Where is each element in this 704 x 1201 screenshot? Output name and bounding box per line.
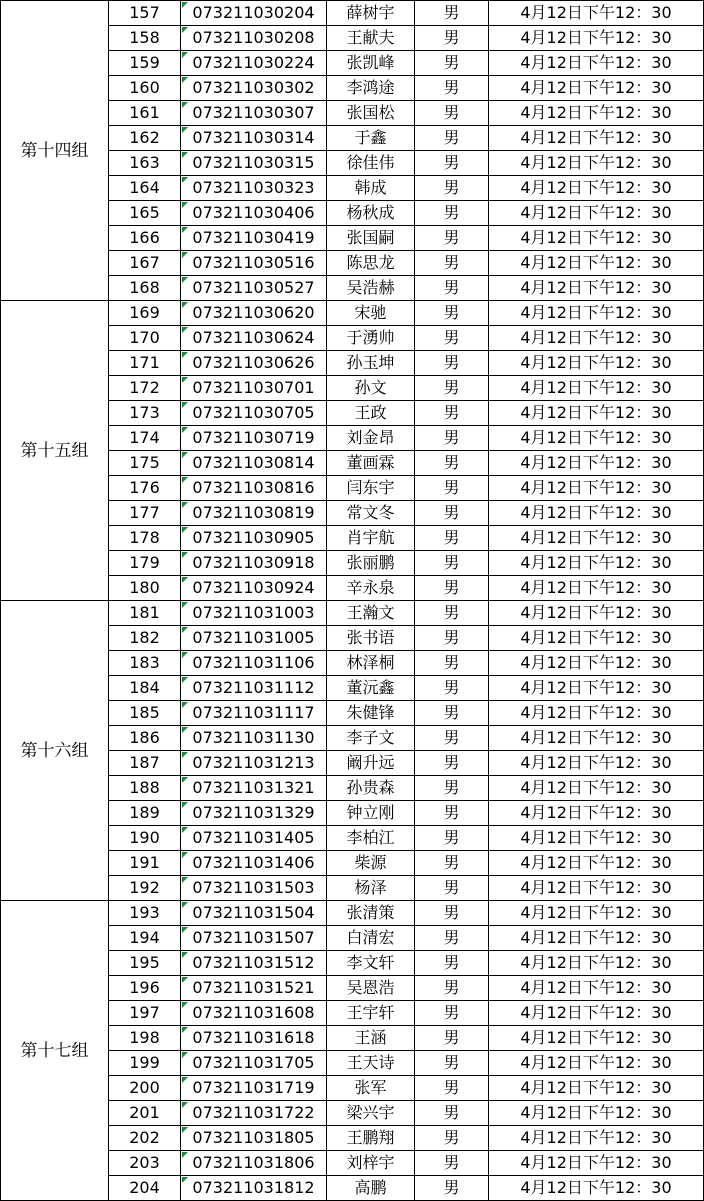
student-name-cell: 梁兴宇	[327, 1101, 415, 1126]
student-id-cell: 073211030701	[181, 376, 327, 401]
student-name-cell: 王瀚文	[327, 601, 415, 626]
student-name-cell: 徐佳伟	[327, 151, 415, 176]
student-id-cell: 073211031812	[181, 1176, 327, 1201]
student-name-cell: 杨泽	[327, 876, 415, 901]
student-name-cell: 高鹏	[327, 1176, 415, 1201]
student-id-cell: 073211031406	[181, 851, 327, 876]
student-name-cell: 陈思龙	[327, 251, 415, 276]
student-id-cell: 073211030819	[181, 501, 327, 526]
table-row	[1, 901, 704, 926]
student-id-cell: 073211031405	[181, 826, 327, 851]
row-number-cell: 195	[109, 951, 181, 976]
student-name-cell: 张清策	[327, 901, 415, 926]
student-id-cell: 073211031106	[181, 651, 327, 676]
time-cell: 4月12日下午12：30	[489, 576, 704, 601]
gender-cell: 男	[415, 126, 489, 151]
row-number-cell: 170	[109, 326, 181, 351]
student-name-cell: 王政	[327, 401, 415, 426]
gender-cell: 男	[415, 1151, 489, 1176]
time-cell: 4月12日下午12：30	[489, 1101, 704, 1126]
gender-cell: 男	[415, 251, 489, 276]
time-cell: 4月12日下午12：30	[489, 1001, 704, 1026]
student-id-cell: 073211030314	[181, 126, 327, 151]
gender-cell: 男	[415, 1001, 489, 1026]
student-id-cell: 073211031117	[181, 701, 327, 726]
gender-cell: 男	[415, 1026, 489, 1051]
gender-cell: 男	[415, 176, 489, 201]
time-cell: 4月12日下午12：30	[489, 476, 704, 501]
row-number-cell: 198	[109, 1026, 181, 1051]
group-name-cell: 第十六组	[1, 601, 109, 901]
time-cell: 4月12日下午12：30	[489, 276, 704, 301]
row-number-cell: 187	[109, 751, 181, 776]
student-id-cell: 073211030406	[181, 201, 327, 226]
student-id-cell: 073211031806	[181, 1151, 327, 1176]
row-number-cell: 184	[109, 676, 181, 701]
time-cell: 4月12日下午12：30	[489, 626, 704, 651]
student-id-cell: 073211030626	[181, 351, 327, 376]
student-name-cell: 宋驰	[327, 301, 415, 326]
student-id-cell: 073211030224	[181, 51, 327, 76]
row-number-cell: 158	[109, 26, 181, 51]
gender-cell: 男	[415, 151, 489, 176]
student-name-cell: 李柏江	[327, 826, 415, 851]
time-cell: 4月12日下午12：30	[489, 1026, 704, 1051]
student-id-cell: 073211030307	[181, 101, 327, 126]
student-name-cell: 孙文	[327, 376, 415, 401]
student-name-cell: 杨秋成	[327, 201, 415, 226]
row-number-cell: 189	[109, 801, 181, 826]
gender-cell: 男	[415, 801, 489, 826]
gender-cell: 男	[415, 726, 489, 751]
time-cell: 4月12日下午12：30	[489, 976, 704, 1001]
student-name-cell: 王宇轩	[327, 1001, 415, 1026]
row-number-cell: 190	[109, 826, 181, 851]
student-id-cell: 073211031503	[181, 876, 327, 901]
row-number-cell: 193	[109, 901, 181, 926]
time-cell: 4月12日下午12：30	[489, 301, 704, 326]
gender-cell: 男	[415, 951, 489, 976]
gender-cell: 男	[415, 751, 489, 776]
time-cell: 4月12日下午12：30	[489, 901, 704, 926]
student-name-cell: 李文轩	[327, 951, 415, 976]
time-cell: 4月12日下午12：30	[489, 1076, 704, 1101]
time-cell: 4月12日下午12：30	[489, 926, 704, 951]
student-name-cell: 吴浩赫	[327, 276, 415, 301]
row-number-cell: 179	[109, 551, 181, 576]
time-cell: 4月12日下午12：30	[489, 776, 704, 801]
student-name-cell: 钟立刚	[327, 801, 415, 826]
gender-cell: 男	[415, 601, 489, 626]
time-cell: 4月12日下午12：30	[489, 201, 704, 226]
row-number-cell: 169	[109, 301, 181, 326]
time-cell: 4月12日下午12：30	[489, 426, 704, 451]
group-name-cell: 第十五组	[1, 301, 109, 601]
student-id-cell: 073211031130	[181, 726, 327, 751]
time-cell: 4月12日下午12：30	[489, 351, 704, 376]
row-number-cell: 160	[109, 76, 181, 101]
gender-cell: 男	[415, 476, 489, 501]
row-number-cell: 157	[109, 1, 181, 26]
student-name-cell: 于湧帅	[327, 326, 415, 351]
student-id-cell: 073211031805	[181, 1126, 327, 1151]
student-id-cell: 073211030323	[181, 176, 327, 201]
student-name-cell: 于鑫	[327, 126, 415, 151]
group-name-cell: 第十七组	[1, 901, 109, 1201]
row-number-cell: 192	[109, 876, 181, 901]
row-number-cell: 162	[109, 126, 181, 151]
gender-cell: 男	[415, 526, 489, 551]
gender-cell: 男	[415, 576, 489, 601]
row-number-cell: 185	[109, 701, 181, 726]
gender-cell: 男	[415, 1, 489, 26]
row-number-cell: 173	[109, 401, 181, 426]
student-name-cell: 王天诗	[327, 1051, 415, 1076]
gender-cell: 男	[415, 876, 489, 901]
time-cell: 4月12日下午12：30	[489, 376, 704, 401]
row-number-cell: 171	[109, 351, 181, 376]
gender-cell: 男	[415, 276, 489, 301]
time-cell: 4月12日下午12：30	[489, 1176, 704, 1201]
row-number-cell: 181	[109, 601, 181, 626]
time-cell: 4月12日下午12：30	[489, 751, 704, 776]
row-number-cell: 176	[109, 476, 181, 501]
student-name-cell: 李鸿途	[327, 76, 415, 101]
row-number-cell: 174	[109, 426, 181, 451]
row-number-cell: 183	[109, 651, 181, 676]
student-id-cell: 073211030624	[181, 326, 327, 351]
student-name-cell: 李子文	[327, 726, 415, 751]
gender-cell: 男	[415, 51, 489, 76]
student-name-cell: 张国松	[327, 101, 415, 126]
gender-cell: 男	[415, 901, 489, 926]
student-id-cell: 073211030905	[181, 526, 327, 551]
student-id-cell: 073211030516	[181, 251, 327, 276]
student-name-cell: 孙玉坤	[327, 351, 415, 376]
student-id-cell: 073211031722	[181, 1101, 327, 1126]
row-number-cell: 199	[109, 1051, 181, 1076]
student-name-cell: 刘金昂	[327, 426, 415, 451]
gender-cell: 男	[415, 376, 489, 401]
time-cell: 4月12日下午12：30	[489, 251, 704, 276]
row-number-cell: 159	[109, 51, 181, 76]
student-id-cell: 073211030315	[181, 151, 327, 176]
student-name-cell: 张丽鹏	[327, 551, 415, 576]
time-cell: 4月12日下午12：30	[489, 601, 704, 626]
student-name-cell: 董沅鑫	[327, 676, 415, 701]
time-cell: 4月12日下午12：30	[489, 651, 704, 676]
time-cell: 4月12日下午12：30	[489, 726, 704, 751]
time-cell: 4月12日下午12：30	[489, 176, 704, 201]
row-number-cell: 186	[109, 726, 181, 751]
student-name-cell: 王献夫	[327, 26, 415, 51]
student-id-cell: 073211030204	[181, 1, 327, 26]
student-id-cell: 073211031618	[181, 1026, 327, 1051]
row-number-cell: 202	[109, 1126, 181, 1151]
time-cell: 4月12日下午12：30	[489, 876, 704, 901]
student-name-cell: 闫东宇	[327, 476, 415, 501]
gender-cell: 男	[415, 1176, 489, 1201]
gender-cell: 男	[415, 26, 489, 51]
student-id-cell: 073211031213	[181, 751, 327, 776]
student-name-cell: 韩成	[327, 176, 415, 201]
student-name-cell: 林泽桐	[327, 651, 415, 676]
student-name-cell: 阚升远	[327, 751, 415, 776]
time-cell: 4月12日下午12：30	[489, 701, 704, 726]
row-number-cell: 201	[109, 1101, 181, 1126]
student-name-cell: 孙贵森	[327, 776, 415, 801]
student-name-cell: 朱健锋	[327, 701, 415, 726]
gender-cell: 男	[415, 676, 489, 701]
row-number-cell: 203	[109, 1151, 181, 1176]
time-cell: 4月12日下午12：30	[489, 126, 704, 151]
student-id-cell: 073211031512	[181, 951, 327, 976]
student-name-cell: 董画霖	[327, 451, 415, 476]
time-cell: 4月12日下午12：30	[489, 326, 704, 351]
student-name-cell: 张书语	[327, 626, 415, 651]
student-id-cell: 073211031003	[181, 601, 327, 626]
gender-cell: 男	[415, 101, 489, 126]
time-cell: 4月12日下午12：30	[489, 851, 704, 876]
time-cell: 4月12日下午12：30	[489, 551, 704, 576]
student-id-cell: 073211030527	[181, 276, 327, 301]
group-name-cell: 第十四组	[1, 1, 109, 301]
student-name-cell: 吴恩浩	[327, 976, 415, 1001]
time-cell: 4月12日下午12：30	[489, 501, 704, 526]
student-name-cell: 薛树宇	[327, 1, 415, 26]
student-id-cell: 073211030620	[181, 301, 327, 326]
time-cell: 4月12日下午12：30	[489, 951, 704, 976]
row-number-cell: 165	[109, 201, 181, 226]
time-cell: 4月12日下午12：30	[489, 1151, 704, 1176]
student-name-cell: 白清宏	[327, 926, 415, 951]
gender-cell: 男	[415, 826, 489, 851]
gender-cell: 男	[415, 1051, 489, 1076]
row-number-cell: 177	[109, 501, 181, 526]
row-number-cell: 163	[109, 151, 181, 176]
row-number-cell: 161	[109, 101, 181, 126]
time-cell: 4月12日下午12：30	[489, 401, 704, 426]
row-number-cell: 180	[109, 576, 181, 601]
time-cell: 4月12日下午12：30	[489, 151, 704, 176]
table-row	[1, 1, 704, 26]
student-name-cell: 张军	[327, 1076, 415, 1101]
row-number-cell: 164	[109, 176, 181, 201]
student-id-cell: 073211031321	[181, 776, 327, 801]
student-id-cell: 073211031705	[181, 1051, 327, 1076]
gender-cell: 男	[415, 326, 489, 351]
student-id-cell: 073211031719	[181, 1076, 327, 1101]
student-id-cell: 073211031521	[181, 976, 327, 1001]
gender-cell: 男	[415, 201, 489, 226]
gender-cell: 男	[415, 426, 489, 451]
student-id-cell: 073211031329	[181, 801, 327, 826]
gender-cell: 男	[415, 1126, 489, 1151]
time-cell: 4月12日下午12：30	[489, 1051, 704, 1076]
gender-cell: 男	[415, 1101, 489, 1126]
time-cell: 4月12日下午12：30	[489, 451, 704, 476]
row-number-cell: 166	[109, 226, 181, 251]
time-cell: 4月12日下午12：30	[489, 76, 704, 101]
roster-body	[1, 1, 704, 1201]
gender-cell: 男	[415, 626, 489, 651]
row-number-cell: 182	[109, 626, 181, 651]
student-id-cell: 073211030705	[181, 401, 327, 426]
time-cell: 4月12日下午12：30	[489, 26, 704, 51]
gender-cell: 男	[415, 76, 489, 101]
gender-cell: 男	[415, 301, 489, 326]
student-name-cell: 刘梓宇	[327, 1151, 415, 1176]
student-id-cell: 073211030918	[181, 551, 327, 576]
gender-cell: 男	[415, 851, 489, 876]
table-row	[1, 601, 704, 626]
gender-cell: 男	[415, 401, 489, 426]
row-number-cell: 167	[109, 251, 181, 276]
time-cell: 4月12日下午12：30	[489, 1, 704, 26]
row-number-cell: 196	[109, 976, 181, 1001]
student-id-cell: 073211030302	[181, 76, 327, 101]
gender-cell: 男	[415, 451, 489, 476]
gender-cell: 男	[415, 1076, 489, 1101]
gender-cell: 男	[415, 351, 489, 376]
gender-cell: 男	[415, 551, 489, 576]
row-number-cell: 191	[109, 851, 181, 876]
student-id-cell: 073211031005	[181, 626, 327, 651]
time-cell: 4月12日下午12：30	[489, 101, 704, 126]
gender-cell: 男	[415, 501, 489, 526]
student-id-cell: 073211030208	[181, 26, 327, 51]
student-id-cell: 073211031608	[181, 1001, 327, 1026]
time-cell: 4月12日下午12：30	[489, 826, 704, 851]
row-number-cell: 168	[109, 276, 181, 301]
student-name-cell: 张凯峰	[327, 51, 415, 76]
student-id-cell: 073211030816	[181, 476, 327, 501]
student-id-cell: 073211030924	[181, 576, 327, 601]
row-number-cell: 175	[109, 451, 181, 476]
row-number-cell: 200	[109, 1076, 181, 1101]
row-number-cell: 172	[109, 376, 181, 401]
row-number-cell: 178	[109, 526, 181, 551]
gender-cell: 男	[415, 776, 489, 801]
gender-cell: 男	[415, 701, 489, 726]
student-name-cell: 王涵	[327, 1026, 415, 1051]
row-number-cell: 188	[109, 776, 181, 801]
row-number-cell: 204	[109, 1176, 181, 1201]
time-cell: 4月12日下午12：30	[489, 1126, 704, 1151]
student-id-cell: 073211030814	[181, 451, 327, 476]
student-name-cell: 柴源	[327, 851, 415, 876]
row-number-cell: 194	[109, 926, 181, 951]
time-cell: 4月12日下午12：30	[489, 676, 704, 701]
time-cell: 4月12日下午12：30	[489, 51, 704, 76]
table-row	[1, 301, 704, 326]
student-name-cell: 王鹏翔	[327, 1126, 415, 1151]
student-id-cell: 073211031504	[181, 901, 327, 926]
student-name-cell: 肖宇航	[327, 526, 415, 551]
gender-cell: 男	[415, 651, 489, 676]
time-cell: 4月12日下午12：30	[489, 226, 704, 251]
student-id-cell: 073211031112	[181, 676, 327, 701]
gender-cell: 男	[415, 926, 489, 951]
student-id-cell: 073211030419	[181, 226, 327, 251]
gender-cell: 男	[415, 226, 489, 251]
student-name-cell: 常文冬	[327, 501, 415, 526]
time-cell: 4月12日下午12：30	[489, 526, 704, 551]
student-id-cell: 073211030719	[181, 426, 327, 451]
gender-cell: 男	[415, 976, 489, 1001]
row-number-cell: 197	[109, 1001, 181, 1026]
student-id-cell: 073211031507	[181, 926, 327, 951]
student-name-cell: 张国嗣	[327, 226, 415, 251]
student-name-cell: 辛永泉	[327, 576, 415, 601]
time-cell: 4月12日下午12：30	[489, 801, 704, 826]
